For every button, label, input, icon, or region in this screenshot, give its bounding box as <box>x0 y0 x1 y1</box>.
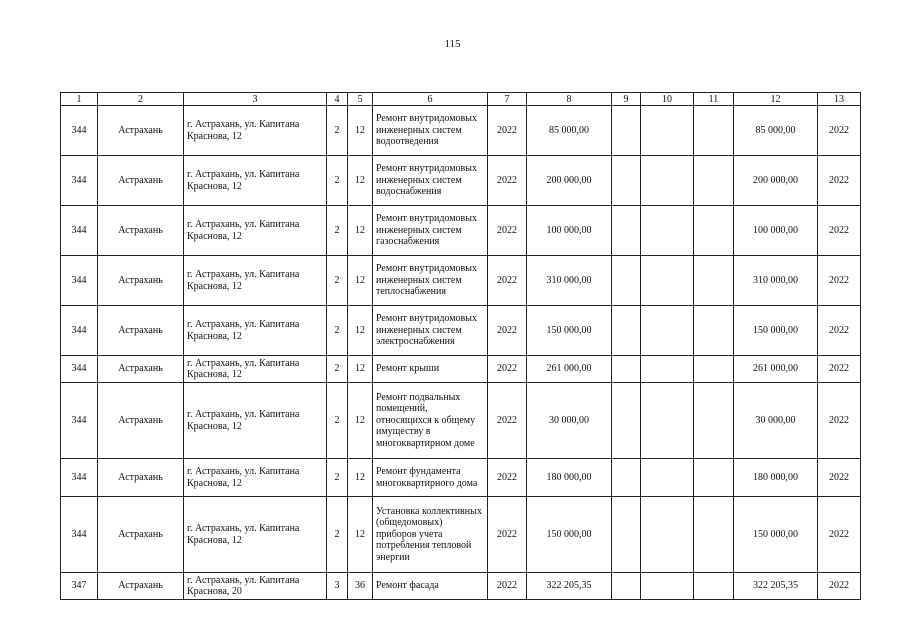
col13-year-cell: 2022 <box>818 383 861 459</box>
col10-cell <box>641 206 694 256</box>
col11-cell <box>694 383 734 459</box>
city-cell: Астрахань <box>98 497 184 573</box>
table-row <box>61 356 861 383</box>
year-cell: 2022 <box>488 573 527 600</box>
col9-cell <box>612 459 641 497</box>
col12-amount-cell: 180 000,00 <box>734 459 818 497</box>
page-number: 115 <box>444 38 461 50</box>
work-type-cell: Ремонт внутридомовых инженерных систем электроснабжения <box>373 306 488 356</box>
col4-cell: 2 <box>327 256 348 306</box>
city-cell: Астрахань <box>98 156 184 206</box>
work-type-cell: Ремонт подвальных помещений, относящихся к общему имуществу в многоквартирном доме <box>373 383 488 459</box>
year-cell: 2022 <box>488 256 527 306</box>
col10-cell <box>641 306 694 356</box>
object-number-cell: 344 <box>61 497 98 573</box>
col5-cell: 12 <box>348 383 373 459</box>
address-cell: г. Астрахань, ул. Капитана Краснова, 12 <box>184 356 327 383</box>
table-row <box>61 383 861 459</box>
col5-cell: 12 <box>348 256 373 306</box>
header-row <box>61 93 861 106</box>
header-cell: 3 <box>184 93 327 106</box>
amount-cell: 150 000,00 <box>527 306 612 356</box>
capital-repair-table <box>60 92 861 600</box>
header-cell: 1 <box>61 93 98 106</box>
col10-cell <box>641 497 694 573</box>
col4-cell: 2 <box>327 459 348 497</box>
year-cell: 2022 <box>488 356 527 383</box>
header-cell: 2 <box>98 93 184 106</box>
col9-cell <box>612 256 641 306</box>
col4-cell: 2 <box>327 106 348 156</box>
header-cell: 4 <box>327 93 348 106</box>
col4-cell: 2 <box>327 156 348 206</box>
header-cell: 7 <box>488 93 527 106</box>
col12-amount-cell: 310 000,00 <box>734 256 818 306</box>
table-row <box>61 497 861 573</box>
header-cell: 5 <box>348 93 373 106</box>
col9-cell <box>612 356 641 383</box>
header-cell: 11 <box>694 93 734 106</box>
amount-cell: 200 000,00 <box>527 156 612 206</box>
object-number-cell: 344 <box>61 156 98 206</box>
city-cell: Астрахань <box>98 459 184 497</box>
col4-cell: 3 <box>327 573 348 600</box>
col13-year-cell: 2022 <box>818 256 861 306</box>
amount-cell: 310 000,00 <box>527 256 612 306</box>
amount-cell: 100 000,00 <box>527 206 612 256</box>
address-cell: г. Астрахань, ул. Капитана Краснова, 12 <box>184 497 327 573</box>
object-number-cell: 344 <box>61 356 98 383</box>
year-cell: 2022 <box>488 459 527 497</box>
work-type-cell: Установка коллективных (общедомовых) приборов учета потребления тепловой энергии <box>373 497 488 573</box>
col13-year-cell: 2022 <box>818 156 861 206</box>
col5-cell: 12 <box>348 356 373 383</box>
col10-cell <box>641 356 694 383</box>
work-type-cell: Ремонт крыши <box>373 356 488 383</box>
col9-cell <box>612 573 641 600</box>
table-row <box>61 256 861 306</box>
object-number-cell: 344 <box>61 383 98 459</box>
col12-amount-cell: 322 205,35 <box>734 573 818 600</box>
city-cell: Астрахань <box>98 573 184 600</box>
col4-cell: 2 <box>327 356 348 383</box>
amount-cell: 180 000,00 <box>527 459 612 497</box>
city-cell: Астрахань <box>98 206 184 256</box>
col11-cell <box>694 256 734 306</box>
work-type-cell: Ремонт фундамента многоквартирного дома <box>373 459 488 497</box>
object-number-cell: 344 <box>61 206 98 256</box>
table-row <box>61 573 861 600</box>
col5-cell: 12 <box>348 156 373 206</box>
object-number-cell: 344 <box>61 306 98 356</box>
col9-cell <box>612 106 641 156</box>
col12-amount-cell: 261 000,00 <box>734 356 818 383</box>
col13-year-cell: 2022 <box>818 306 861 356</box>
city-cell: Астрахань <box>98 356 184 383</box>
address-cell: г. Астрахань, ул. Капитана Краснова, 12 <box>184 206 327 256</box>
col11-cell <box>694 459 734 497</box>
year-cell: 2022 <box>488 306 527 356</box>
address-cell: г. Астрахань, ул. Капитана Краснова, 12 <box>184 306 327 356</box>
header-cell: 10 <box>641 93 694 106</box>
col5-cell: 12 <box>348 106 373 156</box>
work-type-cell: Ремонт внутридомовых инженерных систем водоотведения <box>373 106 488 156</box>
table-row <box>61 206 861 256</box>
col12-amount-cell: 100 000,00 <box>734 206 818 256</box>
object-number-cell: 344 <box>61 256 98 306</box>
col11-cell <box>694 306 734 356</box>
col9-cell <box>612 497 641 573</box>
col10-cell <box>641 106 694 156</box>
col11-cell <box>694 156 734 206</box>
col4-cell: 2 <box>327 383 348 459</box>
col5-cell: 12 <box>348 206 373 256</box>
amount-cell: 261 000,00 <box>527 356 612 383</box>
col4-cell: 2 <box>327 497 348 573</box>
year-cell: 2022 <box>488 156 527 206</box>
col13-year-cell: 2022 <box>818 356 861 383</box>
col5-cell: 36 <box>348 573 373 600</box>
amount-cell: 150 000,00 <box>527 497 612 573</box>
amount-cell: 322 205,35 <box>527 573 612 600</box>
col9-cell <box>612 206 641 256</box>
col13-year-cell: 2022 <box>818 206 861 256</box>
col11-cell <box>694 206 734 256</box>
col9-cell <box>612 156 641 206</box>
address-cell: г. Астрахань, ул. Капитана Краснова, 12 <box>184 459 327 497</box>
amount-cell: 85 000,00 <box>527 106 612 156</box>
col12-amount-cell: 85 000,00 <box>734 106 818 156</box>
table-row <box>61 459 861 497</box>
col11-cell <box>694 106 734 156</box>
work-type-cell: Ремонт внутридомовых инженерных систем газоснабжения <box>373 206 488 256</box>
col9-cell <box>612 383 641 459</box>
year-cell: 2022 <box>488 106 527 156</box>
col10-cell <box>641 573 694 600</box>
object-number-cell: 344 <box>61 106 98 156</box>
col11-cell <box>694 356 734 383</box>
table-row <box>61 106 861 156</box>
col12-amount-cell: 150 000,00 <box>734 497 818 573</box>
address-cell: г. Астрахань, ул. Капитана Краснова, 12 <box>184 106 327 156</box>
year-cell: 2022 <box>488 206 527 256</box>
work-type-cell: Ремонт внутридомовых инженерных систем теплоснабжения <box>373 256 488 306</box>
header-cell: 6 <box>373 93 488 106</box>
col5-cell: 12 <box>348 306 373 356</box>
col5-cell: 12 <box>348 459 373 497</box>
table-row <box>61 306 861 356</box>
header-cell: 8 <box>527 93 612 106</box>
address-cell: г. Астрахань, ул. Капитана Краснова, 12 <box>184 383 327 459</box>
col10-cell <box>641 156 694 206</box>
amount-cell: 30 000,00 <box>527 383 612 459</box>
col12-amount-cell: 200 000,00 <box>734 156 818 206</box>
col11-cell <box>694 497 734 573</box>
address-cell: г. Астрахань, ул. Капитана Краснова, 12 <box>184 256 327 306</box>
col13-year-cell: 2022 <box>818 106 861 156</box>
address-cell: г. Астрахань, ул. Капитана Краснова, 12 <box>184 156 327 206</box>
col4-cell: 2 <box>327 306 348 356</box>
col10-cell <box>641 256 694 306</box>
city-cell: Астрахань <box>98 306 184 356</box>
col13-year-cell: 2022 <box>818 573 861 600</box>
work-type-cell: Ремонт внутридомовых инженерных систем водоснабжения <box>373 156 488 206</box>
col13-year-cell: 2022 <box>818 497 861 573</box>
col4-cell: 2 <box>327 206 348 256</box>
object-number-cell: 344 <box>61 459 98 497</box>
col11-cell <box>694 573 734 600</box>
city-cell: Астрахань <box>98 106 184 156</box>
header-cell: 13 <box>818 93 861 106</box>
col5-cell: 12 <box>348 497 373 573</box>
year-cell: 2022 <box>488 497 527 573</box>
address-cell: г. Астрахань, ул. Капитана Краснова, 20 <box>184 573 327 600</box>
col12-amount-cell: 150 000,00 <box>734 306 818 356</box>
table-row <box>61 156 861 206</box>
object-number-cell: 347 <box>61 573 98 600</box>
col13-year-cell: 2022 <box>818 459 861 497</box>
col12-amount-cell: 30 000,00 <box>734 383 818 459</box>
col10-cell <box>641 383 694 459</box>
header-cell: 9 <box>612 93 641 106</box>
work-type-cell: Ремонт фасада <box>373 573 488 600</box>
col9-cell <box>612 306 641 356</box>
city-cell: Астрахань <box>98 383 184 459</box>
col10-cell <box>641 459 694 497</box>
city-cell: Астрахань <box>98 256 184 306</box>
year-cell: 2022 <box>488 383 527 459</box>
header-cell: 12 <box>734 93 818 106</box>
